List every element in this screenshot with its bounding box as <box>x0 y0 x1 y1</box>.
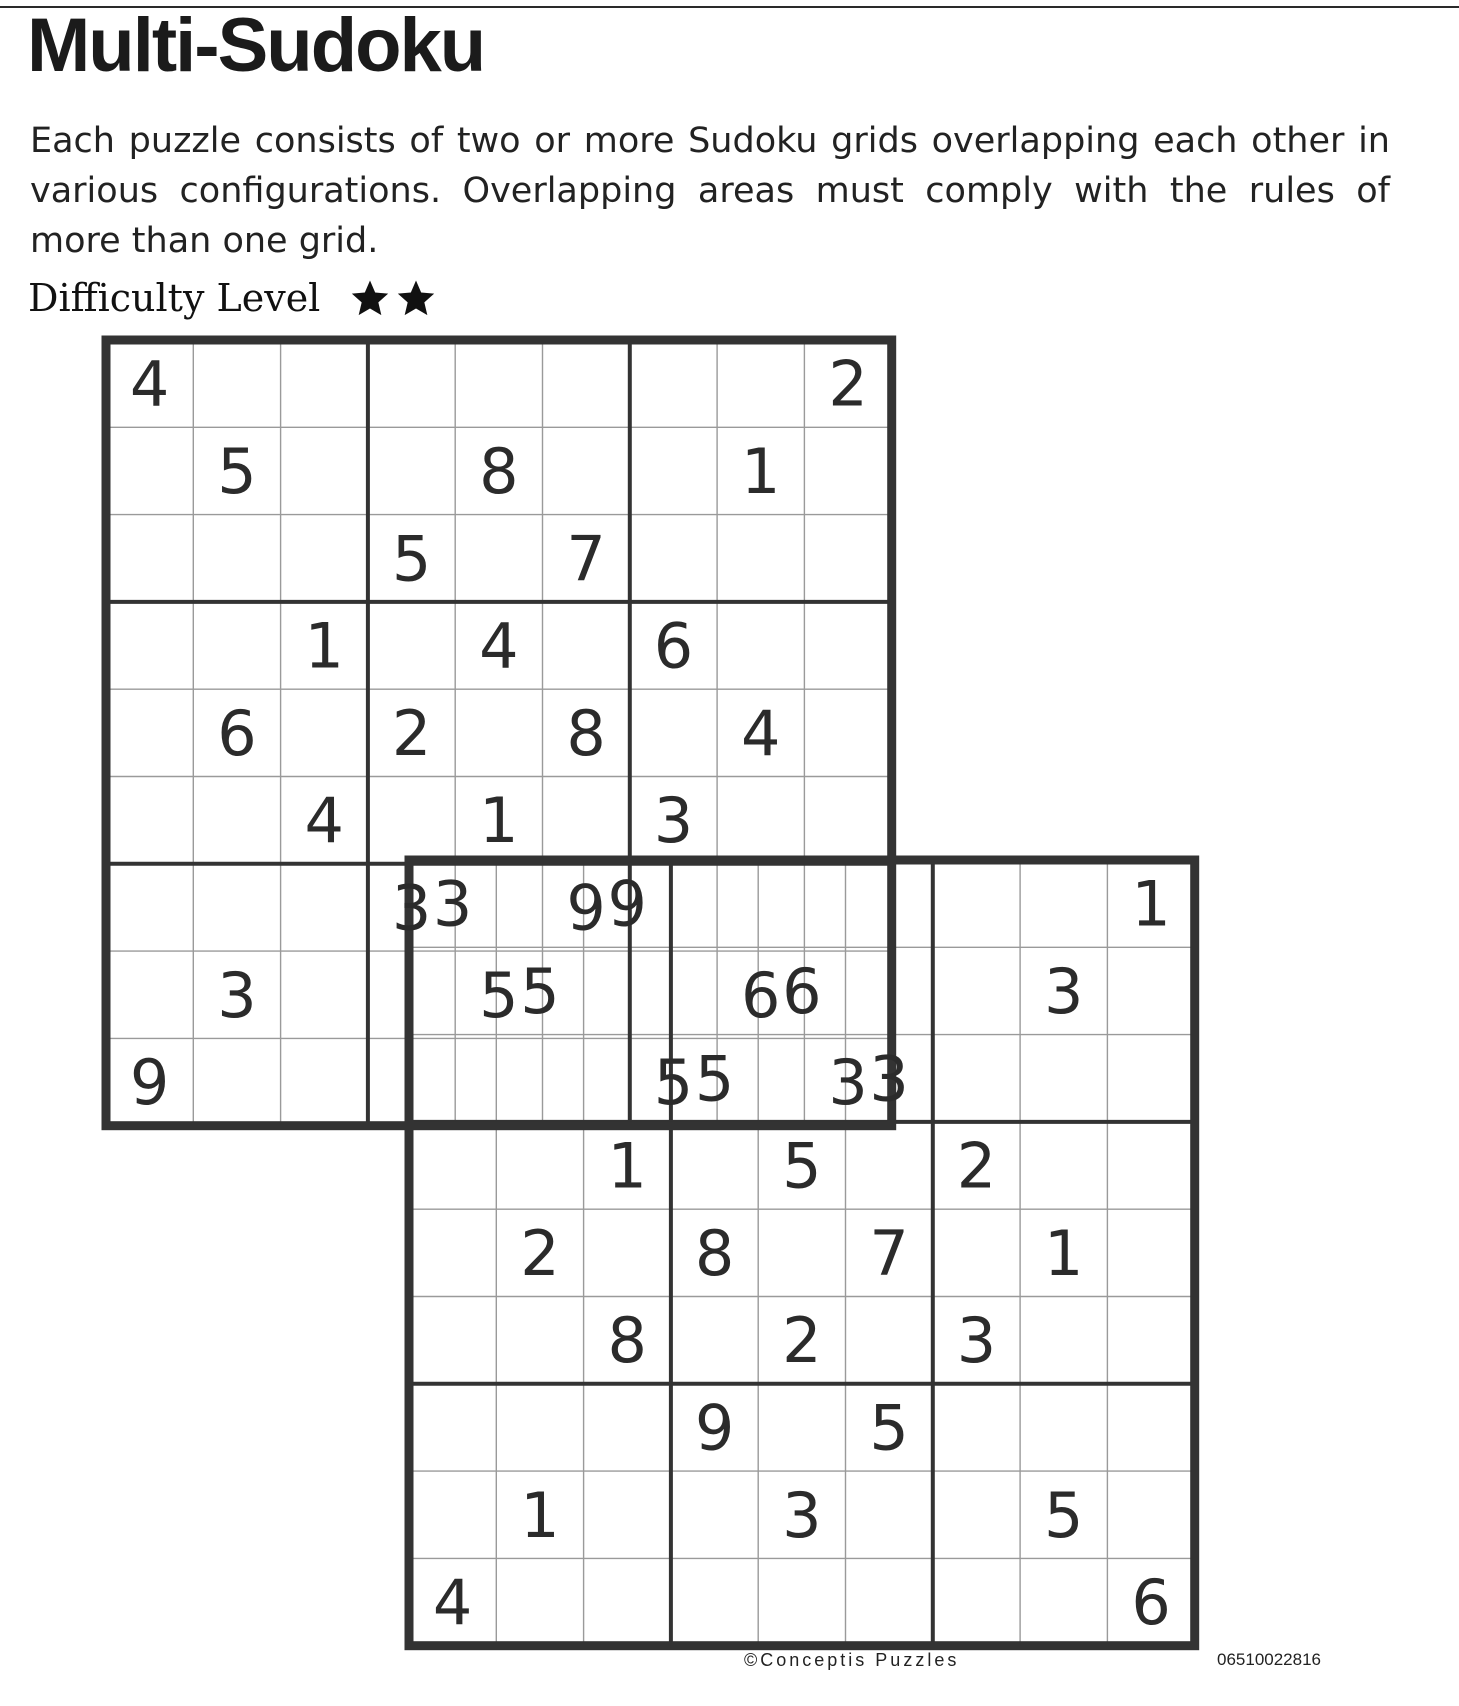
given-digit: 3 <box>869 1042 909 1116</box>
given-digit: 5 <box>217 434 257 508</box>
given-digit: 2 <box>520 1216 560 1290</box>
given-digit: 5 <box>391 522 432 596</box>
given-digit: 2 <box>391 696 432 770</box>
given-digit: 1 <box>1131 867 1171 941</box>
given-digit: 5 <box>869 1391 909 1465</box>
given-digit: 7 <box>869 1216 909 1290</box>
given-digit: 3 <box>1044 954 1084 1028</box>
given-digit: 3 <box>653 784 694 858</box>
given-digit: 6 <box>741 958 781 1032</box>
page-title: Multi-Sudoku <box>27 3 485 88</box>
given-digit: 4 <box>129 347 170 421</box>
given-digit: 2 <box>956 1129 997 1203</box>
given-digit: 9 <box>566 871 606 945</box>
given-digit: 3 <box>217 958 257 1032</box>
given-digit: 5 <box>1044 1478 1084 1552</box>
given-digit: 1 <box>479 784 519 858</box>
given-digit: 4 <box>479 609 519 683</box>
given-digit: 8 <box>479 434 519 508</box>
given-digit: 2 <box>828 347 868 421</box>
given-digit: 1 <box>1044 1216 1084 1290</box>
puzzle-instructions: Each puzzle consists of two or more Sudoku grids overlapping each other in various configurations. Overlapping areas must comply with the rules of more than one grid. <box>30 121 1390 261</box>
given-digit: 4 <box>304 784 344 858</box>
given-digit: 8 <box>607 1304 647 1378</box>
given-digit: 9 <box>694 1391 735 1465</box>
copyright-notice: ©Conceptis Puzzles <box>744 1650 960 1670</box>
given-digit: 3 <box>391 871 432 945</box>
given-digit: 8 <box>566 696 606 770</box>
given-digit: 5 <box>653 1046 694 1120</box>
given-digit: 3 <box>782 1478 822 1552</box>
given-digit: 6 <box>217 696 257 770</box>
difficulty-label: Difficulty Level <box>28 276 321 320</box>
puzzle-id: 06510022816 <box>1217 1650 1322 1669</box>
given-digit: 1 <box>520 1478 560 1552</box>
given-digit: 5 <box>479 958 519 1032</box>
given-digit: 6 <box>653 609 694 683</box>
given-digit: 3 <box>828 1046 868 1120</box>
given-digit: 1 <box>741 434 781 508</box>
given-digit: 1 <box>304 609 344 683</box>
given-digit: 4 <box>432 1566 473 1640</box>
given-digit: 2 <box>782 1304 822 1378</box>
given-digit: 6 <box>1131 1566 1171 1640</box>
given-digit: 7 <box>566 522 606 596</box>
given-digit: 3 <box>432 867 473 941</box>
given-digit: 6 <box>782 954 822 1028</box>
given-digit: 5 <box>694 1042 735 1116</box>
given-digit: 9 <box>129 1046 170 1120</box>
given-digit: 3 <box>956 1304 997 1378</box>
given-digit: 5 <box>520 954 560 1028</box>
given-digit: 4 <box>741 696 781 770</box>
given-digit: 5 <box>782 1129 822 1203</box>
given-digit: 9 <box>607 867 647 941</box>
given-digit: 1 <box>607 1129 647 1203</box>
given-digit: 8 <box>694 1216 735 1290</box>
